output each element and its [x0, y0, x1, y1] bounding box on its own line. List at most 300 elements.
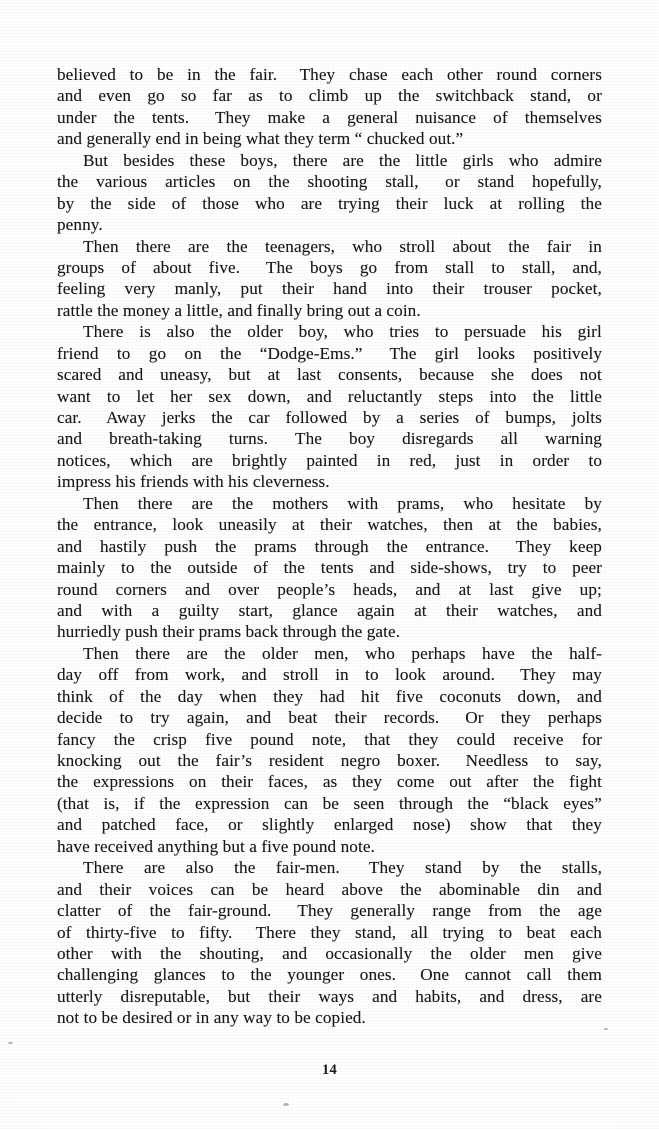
word: are — [191, 493, 213, 513]
word: give — [531, 579, 562, 599]
word: various — [96, 172, 148, 192]
word: and — [282, 943, 308, 963]
text-line — [57, 407, 602, 428]
word: They — [515, 536, 552, 556]
word: breath-taking — [109, 429, 202, 449]
word: “black — [503, 793, 549, 813]
word: not to be desired or in any way to be copied. — [57, 1008, 366, 1028]
word: and, — [572, 257, 602, 277]
word: they — [352, 772, 383, 792]
word: up — [364, 86, 382, 106]
word: by — [584, 493, 602, 513]
word: their — [320, 515, 352, 535]
word: fifty. — [199, 922, 242, 942]
word: on — [189, 772, 207, 792]
word: trying — [442, 922, 485, 942]
word: out — [138, 751, 161, 770]
word: or — [587, 86, 602, 106]
word: heads, — [353, 579, 398, 599]
text-line — [57, 922, 602, 943]
word: little — [569, 386, 602, 406]
word: eyes” — [563, 793, 602, 813]
word: negro — [340, 751, 381, 770]
text-line — [57, 836, 602, 857]
word: Then — [83, 643, 119, 663]
word: to — [542, 558, 557, 578]
word: tents. — [151, 107, 198, 127]
word: of — [57, 922, 72, 942]
text-line — [57, 107, 602, 128]
word: as — [322, 772, 338, 792]
word: ones. — [359, 965, 405, 985]
word: themselves — [524, 107, 602, 127]
word: under — [57, 107, 97, 127]
word: the — [531, 643, 553, 663]
word: them — [567, 965, 602, 985]
text-line — [57, 900, 602, 921]
word: the — [211, 408, 233, 427]
word: hit — [361, 686, 380, 706]
word: be — [251, 879, 269, 899]
word: side-shows, — [410, 558, 492, 578]
word: try — [150, 708, 170, 728]
word: make — [267, 107, 306, 127]
word: go — [148, 343, 167, 363]
word: note, — [311, 729, 347, 749]
word: there — [135, 643, 170, 663]
word: younger — [287, 965, 345, 985]
word: and — [57, 600, 83, 620]
word: nose) — [412, 815, 451, 835]
word: tents — [320, 558, 354, 578]
word: the — [214, 65, 236, 84]
word: call — [526, 965, 552, 985]
word: resident — [268, 751, 324, 770]
word: believed — [57, 65, 116, 84]
word: enlarged — [333, 815, 394, 835]
word: turns. — [228, 429, 269, 449]
word: a — [396, 408, 404, 427]
word: trouser — [483, 279, 532, 299]
word: guilty — [178, 600, 220, 620]
text-line — [57, 386, 602, 407]
word: uneasy, — [160, 365, 212, 385]
word: There — [255, 922, 297, 942]
word: bumps, — [505, 408, 557, 427]
word: but — [228, 365, 251, 385]
text-line — [57, 579, 602, 600]
word: men — [523, 943, 554, 963]
text-line — [57, 171, 602, 192]
word: the — [57, 172, 79, 192]
word: if — [134, 793, 145, 813]
word: around. — [442, 665, 504, 685]
word: sex — [208, 386, 232, 406]
word: of — [493, 107, 508, 127]
word: five — [395, 686, 423, 706]
word: the — [57, 772, 79, 792]
word: put — [240, 279, 263, 299]
word: corners — [550, 65, 602, 84]
word: look — [172, 515, 204, 535]
word: five. — [208, 257, 249, 277]
word: luck — [443, 193, 474, 213]
word: into — [489, 386, 517, 406]
word: and — [576, 879, 602, 899]
word: the — [580, 193, 602, 213]
word: and — [118, 365, 144, 385]
word: keep — [569, 536, 602, 556]
word: shooting — [307, 172, 368, 192]
word: at — [414, 600, 427, 620]
word: range — [432, 901, 471, 921]
word: at — [489, 193, 503, 213]
word: They — [297, 901, 334, 921]
word: watches, — [497, 600, 558, 620]
word: perhaps — [411, 643, 466, 663]
word: are — [143, 858, 166, 878]
word: there — [137, 493, 173, 513]
word: general — [347, 107, 399, 127]
word: other — [446, 65, 483, 84]
word: Needless — [465, 751, 529, 770]
word: the — [234, 858, 256, 878]
word: let — [136, 386, 154, 406]
word: very — [124, 279, 156, 299]
word: and — [57, 815, 83, 835]
word: seen — [353, 793, 385, 813]
word: the — [90, 193, 112, 213]
word: the — [398, 86, 420, 106]
text-line — [57, 450, 602, 471]
word: to — [365, 665, 379, 685]
word: each — [401, 65, 434, 84]
word: and — [184, 579, 211, 599]
word: their — [445, 600, 478, 620]
word: the — [215, 536, 237, 556]
word: again, — [186, 708, 229, 728]
word: the — [231, 493, 254, 513]
word: (that — [57, 793, 89, 813]
word: watches, — [367, 515, 428, 535]
word: into — [386, 279, 414, 299]
word: who — [365, 643, 395, 663]
word: The — [295, 429, 323, 449]
word: babies, — [553, 515, 602, 535]
word: scared — [57, 365, 102, 385]
word: the — [516, 515, 538, 535]
word: corners — [115, 579, 167, 599]
word: din — [537, 879, 560, 899]
word: tries — [389, 322, 420, 342]
word: jolts — [571, 408, 602, 427]
word: to — [434, 322, 449, 342]
word: generally — [350, 901, 416, 921]
word: the — [386, 536, 408, 556]
word: older — [470, 943, 506, 963]
word: at — [292, 515, 305, 535]
word: round — [496, 65, 538, 84]
word: entrance. — [425, 536, 498, 556]
word: of — [171, 193, 187, 213]
word: steps — [438, 386, 474, 406]
word: entrance, — [93, 515, 157, 535]
word: that — [364, 729, 391, 749]
word: articles — [165, 172, 216, 192]
word: people’s — [277, 579, 336, 599]
word: They — [299, 65, 336, 84]
word: through — [314, 536, 369, 556]
word: mainly — [57, 558, 106, 578]
text-line — [57, 1007, 602, 1028]
word: chase — [349, 65, 388, 84]
word: men, — [314, 643, 349, 663]
word: have — [482, 643, 515, 663]
word: to — [119, 708, 134, 728]
text-line — [57, 536, 602, 557]
word: does — [530, 365, 563, 385]
word: who — [254, 193, 285, 213]
word: fair-men. — [275, 858, 349, 878]
word: all — [410, 922, 429, 942]
word: boys — [309, 257, 343, 277]
word: could — [456, 729, 496, 749]
word: are — [300, 193, 323, 213]
text-line — [57, 300, 602, 321]
word: climb — [308, 86, 349, 106]
word: she — [490, 365, 515, 385]
word: notices, — [57, 450, 111, 470]
word: looks — [477, 343, 516, 363]
word: at — [458, 579, 472, 599]
word: then — [443, 515, 474, 535]
word: hesitate — [512, 493, 566, 513]
word: teenagers, — [264, 236, 336, 256]
word: go — [359, 257, 378, 277]
word: of — [117, 901, 133, 921]
word: There — [83, 858, 124, 878]
word: rattle the money a little, and finally bring out a coin. — [57, 300, 421, 320]
word: by — [482, 858, 500, 878]
word: up; — [579, 579, 602, 599]
word: boy — [349, 429, 376, 449]
word: again — [357, 600, 395, 620]
word: ways — [318, 986, 355, 1006]
word: the — [210, 322, 232, 342]
text-line — [57, 664, 602, 685]
word: voices — [148, 879, 194, 899]
word: can — [210, 879, 235, 899]
word: One — [420, 965, 450, 985]
word: consents, — [338, 365, 403, 385]
word: trying — [338, 193, 380, 213]
word: the — [113, 107, 135, 127]
word: at — [267, 365, 281, 385]
word: round — [57, 579, 98, 599]
text-line — [57, 857, 602, 878]
word: come — [396, 772, 435, 792]
text-line — [57, 128, 602, 149]
word: out — [449, 772, 472, 792]
word: thirty-five — [85, 922, 157, 942]
word: Or — [465, 708, 484, 728]
text-line — [57, 643, 602, 664]
word: older — [247, 322, 283, 342]
word: and generally end in being what they term “ chucked out.” — [57, 129, 464, 149]
word: so — [180, 86, 197, 106]
text-line — [57, 193, 602, 214]
word: their — [221, 772, 254, 792]
word: and — [576, 600, 602, 620]
word: stall, — [385, 172, 428, 192]
word: shouting, — [199, 943, 264, 963]
word: glance — [292, 600, 338, 620]
word: Away — [106, 408, 146, 427]
word: the — [532, 386, 554, 406]
word: the — [226, 236, 248, 256]
word: side — [127, 193, 156, 213]
word: they — [500, 708, 531, 728]
word: to — [221, 965, 235, 985]
word: prams — [254, 536, 297, 556]
word: the — [283, 558, 305, 578]
text-line — [57, 964, 602, 985]
word: stand, — [530, 86, 572, 106]
text-line — [57, 814, 602, 835]
word: They — [520, 665, 556, 685]
text-line — [57, 557, 602, 578]
word: the — [533, 772, 555, 792]
word: may — [572, 665, 602, 685]
word: to — [171, 922, 185, 942]
text-line — [57, 150, 602, 171]
word: perhaps — [547, 708, 602, 728]
word: feeling — [57, 279, 106, 299]
word: expression — [195, 793, 270, 813]
word: stroll — [399, 236, 436, 256]
word: girls — [462, 150, 494, 170]
word: half- — [569, 643, 602, 663]
text-line — [57, 278, 602, 299]
word: there — [135, 236, 171, 256]
word: the — [467, 793, 489, 813]
word: be — [322, 793, 339, 813]
word: other — [57, 943, 93, 963]
text-line — [57, 729, 602, 750]
word: those — [202, 193, 239, 213]
word: to — [588, 450, 602, 470]
word: but — [228, 986, 251, 1006]
word: at — [488, 515, 502, 535]
word: fair’s — [215, 751, 253, 770]
word: peer — [572, 558, 602, 578]
word: slightly — [262, 815, 315, 835]
text-line — [57, 686, 602, 707]
word: a — [322, 107, 331, 127]
word: by — [57, 193, 75, 213]
word: the — [149, 901, 171, 921]
word: about — [152, 257, 192, 277]
word: the — [268, 172, 290, 192]
word: down, — [247, 386, 291, 406]
text-line — [57, 750, 602, 771]
text-line — [57, 364, 602, 385]
word: on — [184, 343, 202, 363]
word: faces, — [267, 772, 309, 792]
word: day — [177, 686, 203, 706]
word: to — [121, 558, 135, 578]
word: with — [101, 600, 133, 620]
word: pocket, — [551, 279, 602, 299]
word: in — [588, 236, 602, 256]
word: and — [246, 708, 272, 728]
word: and — [57, 86, 83, 106]
word: There — [83, 322, 124, 342]
text-line — [57, 257, 602, 278]
word: the — [508, 236, 530, 256]
word: disregards — [402, 429, 474, 449]
text-line — [57, 771, 602, 792]
word: rolling — [518, 193, 565, 213]
text-line — [57, 879, 602, 900]
word: about — [452, 236, 492, 256]
word: are — [186, 643, 208, 663]
word: crisp — [153, 729, 187, 749]
word: work, — [185, 665, 226, 685]
word: and — [415, 579, 441, 599]
word: prams, — [397, 493, 445, 513]
text-line — [57, 514, 602, 535]
word: give — [572, 943, 602, 963]
word: abominable — [438, 879, 520, 899]
word: five — [205, 729, 233, 749]
word: with — [347, 493, 379, 513]
text-line — [57, 471, 602, 492]
word: expressions — [93, 772, 175, 792]
word: hastily — [99, 536, 147, 556]
word: the — [250, 965, 272, 985]
word: and — [57, 429, 83, 449]
word: and — [576, 686, 602, 706]
word: to — [491, 257, 505, 277]
word: fancy — [57, 729, 96, 749]
text-line — [57, 321, 602, 342]
word: go — [147, 86, 165, 106]
text-line — [57, 64, 602, 85]
word: through — [398, 793, 454, 813]
word: to — [116, 343, 131, 363]
word: habits, — [415, 986, 462, 1006]
word: knocking — [57, 751, 122, 770]
word: down, — [517, 686, 561, 706]
word: impress his friends with his cleverness. — [57, 472, 330, 492]
word: the — [224, 643, 246, 663]
word: last — [489, 579, 514, 599]
word: records. — [383, 708, 448, 728]
word: of — [121, 257, 136, 277]
word: the — [159, 793, 181, 813]
word: for — [581, 729, 602, 749]
word: also — [185, 858, 214, 878]
word: say, — [575, 751, 602, 770]
word: the — [539, 901, 561, 921]
word: uneasily — [218, 515, 277, 535]
word: beat — [526, 922, 556, 942]
word: manly, — [174, 279, 222, 299]
word: in — [187, 65, 201, 84]
word: order — [532, 450, 570, 470]
text-line — [57, 493, 602, 514]
